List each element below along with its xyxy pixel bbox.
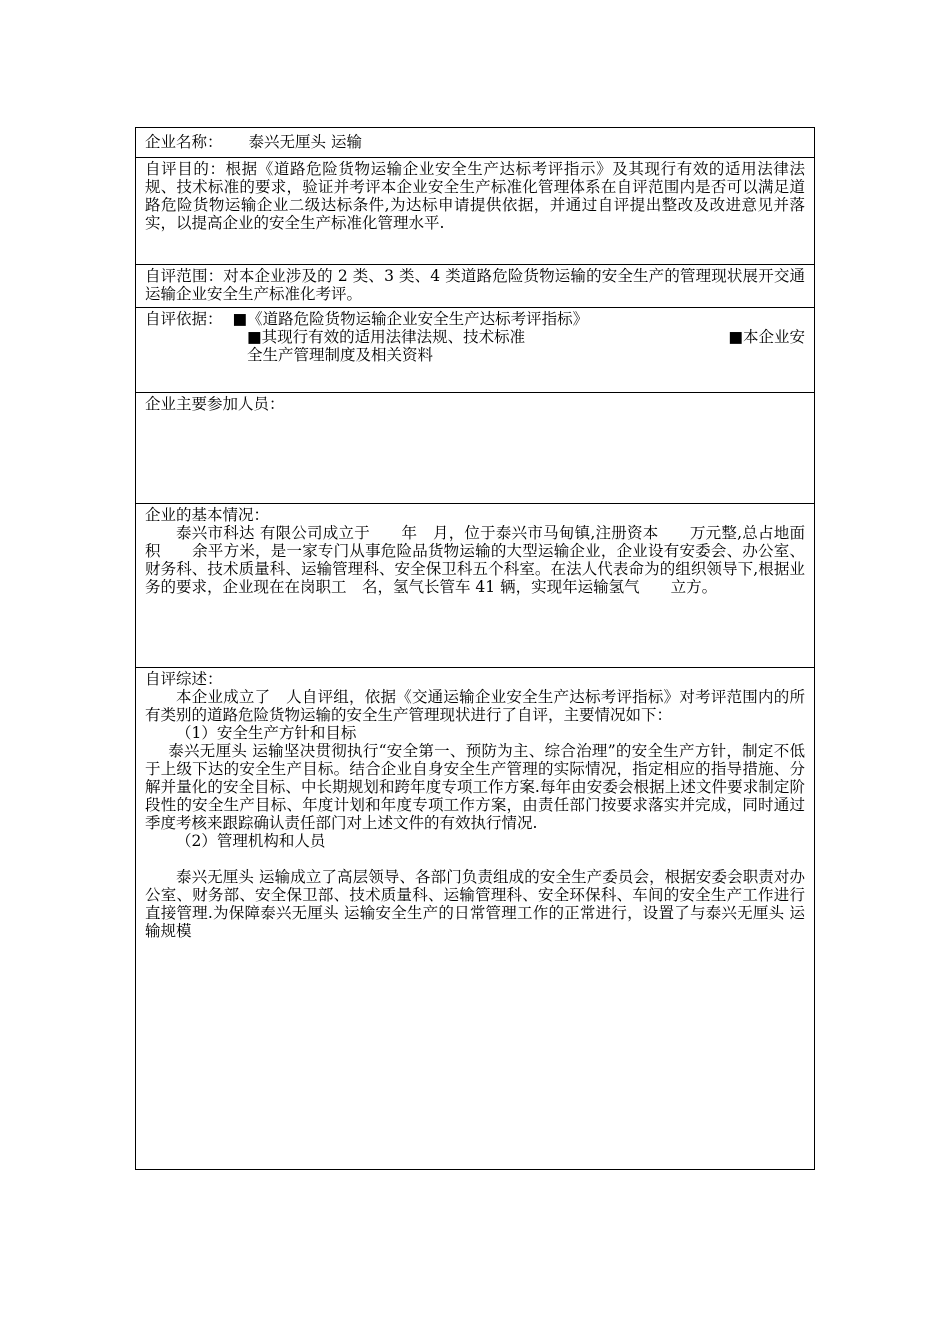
basic-info-label: 企业的基本情况： (145, 506, 270, 524)
basis-item-standard: ■《道路危险货物运输企业安全生产达标考评指标》 (232, 310, 589, 328)
basis-second-line (145, 328, 805, 346)
basis-item-company-start: ■本企业安 (728, 328, 805, 346)
section2-title: （2）管理机构和人员 (176, 832, 326, 850)
evaluation-purpose-row (136, 158, 814, 265)
participants-row (136, 393, 814, 504)
blank-line (145, 850, 805, 868)
evaluation-basis-row (136, 308, 814, 393)
evaluation-summary-row (136, 668, 814, 1170)
participants-label: 企业主要参加人员： (145, 395, 285, 413)
evaluation-purpose-text: 自评目的：根据《道路危险货物运输企业安全生产达标考评指示》及其现行有效的适用法律法规、技术标准的要求，验证并考评本企业安全生产标准化管理体系在自评范围内是否可以满足道路危险货物运输企业二级达标条件,为达标申请提供依据，并通过自评提出整改及改进意见并落实，以提高企业的安全生产标准化管理水平. (145, 160, 805, 232)
section1-title: （1）安全生产方针和目标 (176, 724, 357, 742)
evaluation-form-table (135, 127, 815, 1170)
company-name-row (136, 128, 814, 158)
summary-intro-text: 本企业成立了 人自评组，依据《交通运输企业安全生产达标考评指标》对考评范围内的所有类别的道路危险货物运输的安全生产管理现状进行了自评，主要情况如下： (145, 688, 805, 724)
company-name-label: 企业名称： (145, 133, 223, 151)
basis-item-laws: ■其现行有效的适用法律法规、技术标准 (247, 328, 526, 346)
basis-label: 自评依据： (145, 310, 223, 328)
company-name-value: 泰兴无厘头 运输 (248, 133, 362, 151)
basis-item-company-end: 全生产管理制度及相关资料 (247, 346, 434, 364)
basis-first-line (145, 310, 805, 328)
evaluation-scope-row (136, 265, 814, 308)
summary-label: 自评综述： (145, 670, 223, 688)
basic-info-text: 泰兴市科达 有限公司成立于 年 月，位于泰兴市马甸镇,注册资本 万元整,总占地面积 余平方米，是一家专门从事危险品货物运输的大型运输企业，企业设有安委会、办公室、财务科、技术质量科、运输管理科、安全保卫科五个科室。在法人代表命为的组织领导下,根据业务的要求，企业现在在岗职工 名，氢气长管车 41 辆，实现年运输氢气 立方。 (145, 524, 805, 596)
section1-text: 泰兴无厘头 运输坚决贯彻执行“安全第一、预防为主、综合治理”的安全生产方针，制定不低于上级下达的安全生产目标。结合企业自身安全生产管理的实际情况，指定相应的指导措施、分解并量化的安全目标、中长期规划和跨年度专项工作方案.每年由安委会根据上述文件要求制定阶段性的安全生产目标、年度计划和年度专项工作方案，由责任部门按要求落实并完成，同时通过季度考核来跟踪确认责任部门对上述文件的有效执行情况. (145, 742, 805, 832)
company-basic-info-row (136, 504, 814, 668)
section2-text: 泰兴无厘头 运输成立了高层领导、各部门负责组成的安全生产委员会，根据安委会职责对办公室、财务部、安全保卫部、技术质量科、运输管理科、安全环保科、车间的安全生产工作进行直接管理.为保障泰兴无厘头 运输安全生产的日常管理工作的正常进行，设置了与泰兴无厘头 运输规模 (145, 868, 805, 940)
evaluation-scope-text: 自评范围：对本企业涉及的 2 类、3 类、4 类道路危险货物运输的安全生产的管理现状展开交通运输企业安全生产标准化考评。 (145, 267, 805, 303)
basis-third-line (145, 346, 805, 364)
